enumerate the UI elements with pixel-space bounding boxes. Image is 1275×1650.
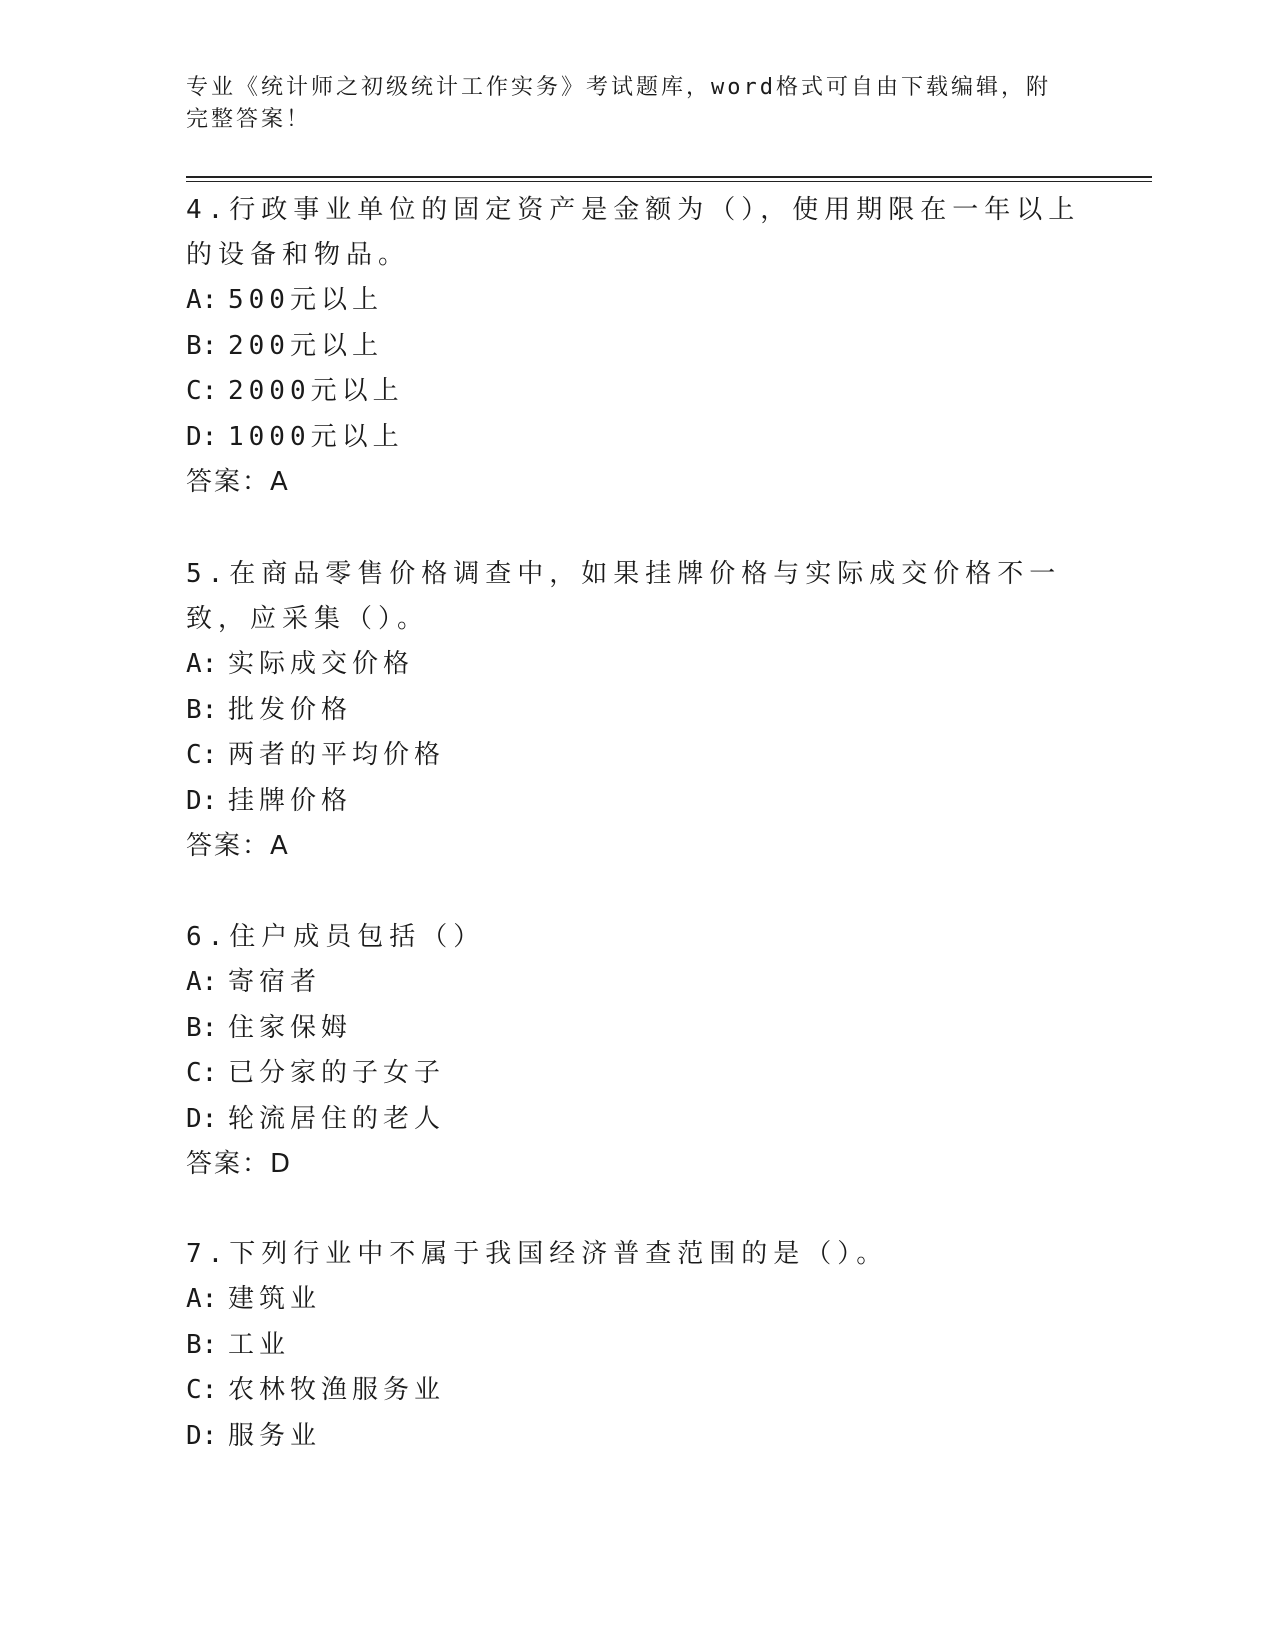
answer-line: 答案：D <box>186 1149 293 1179</box>
option-text: 农林牧渔服务业 <box>228 1375 446 1405</box>
header-divider-thin <box>186 181 1152 182</box>
option-letter: C: <box>186 740 218 770</box>
option-a <box>186 1277 1086 1323</box>
question-block <box>186 1232 1086 1459</box>
option-b <box>186 688 1086 734</box>
option-text: 挂牌价格 <box>228 785 353 816</box>
question-stem: 7.下列行业中不属于我国经济普查范围的是（）。 <box>186 1239 889 1269</box>
option-text: 200元以上 <box>228 330 383 361</box>
option-letter: D: <box>186 1420 218 1451</box>
option-letter: C: <box>186 376 218 406</box>
option-a <box>186 642 1086 688</box>
option-letter: A: <box>186 967 218 997</box>
option-letter: A: <box>186 1284 218 1314</box>
document-header: 专业《统计师之初级统计工作实务》考试题库，word格式可自由下载编辑，附完整答案！ <box>186 75 1051 132</box>
question-stem: 4.行政事业单位的固定资产是金额为（），使用期限在一年以上的设备和物品。 <box>186 195 1081 270</box>
option-text: 1000元以上 <box>228 421 404 452</box>
option-text: 500元以上 <box>228 285 383 315</box>
option-c <box>186 733 1086 779</box>
option-text: 工业 <box>228 1329 291 1360</box>
answer-line: 答案：A <box>186 467 290 497</box>
answer-line: 答案：A <box>186 831 290 861</box>
option-d <box>186 1414 1086 1460</box>
question-stem: 6.住户成员包括（） <box>186 922 486 952</box>
option-text: 服务业 <box>228 1420 322 1451</box>
option-text: 住家保姆 <box>228 1012 353 1043</box>
option-c <box>186 1368 1086 1414</box>
option-b <box>186 1323 1086 1369</box>
option-text: 轮流居住的老人 <box>228 1103 446 1134</box>
option-a <box>186 278 1086 324</box>
question-block <box>186 188 1086 505</box>
option-letter: C: <box>186 1058 218 1088</box>
option-b <box>186 324 1086 370</box>
option-text: 实际成交价格 <box>228 649 415 679</box>
option-letter: B: <box>186 1012 218 1043</box>
option-letter: D: <box>186 421 218 452</box>
header-divider-thick <box>186 176 1152 178</box>
option-text: 两者的平均价格 <box>228 740 446 770</box>
question-block <box>186 552 1086 869</box>
option-letter: D: <box>186 785 218 816</box>
option-b <box>186 1006 1086 1052</box>
option-letter: A: <box>186 649 218 679</box>
option-letter: B: <box>186 330 218 361</box>
option-text: 批发价格 <box>228 694 353 725</box>
option-a <box>186 960 1086 1006</box>
option-d <box>186 415 1086 461</box>
option-text: 2000元以上 <box>228 376 404 406</box>
option-c <box>186 1051 1086 1097</box>
option-d <box>186 779 1086 825</box>
option-text: 建筑业 <box>228 1284 322 1314</box>
question-block <box>186 915 1086 1187</box>
option-letter: C: <box>186 1375 218 1405</box>
question-stem: 5.在商品零售价格调查中，如果挂牌价格与实际成交价格不一致，应采集（）。 <box>186 559 1062 634</box>
option-letter: B: <box>186 694 218 725</box>
option-text: 寄宿者 <box>228 967 322 997</box>
option-text: 已分家的子女子 <box>228 1058 446 1088</box>
option-letter: A: <box>186 285 218 315</box>
option-c <box>186 369 1086 415</box>
option-letter: B: <box>186 1329 218 1360</box>
option-letter: D: <box>186 1103 218 1134</box>
option-d <box>186 1097 1086 1143</box>
